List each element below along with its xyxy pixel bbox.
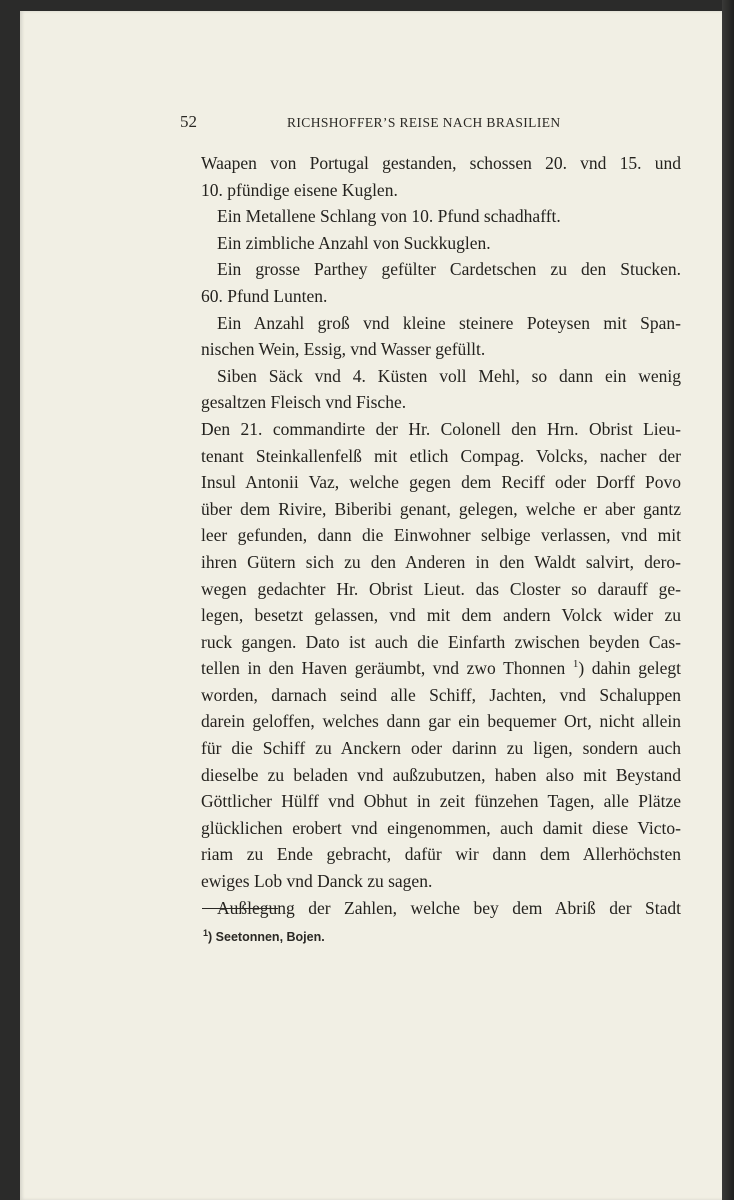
text-line: 10. pfündige eisene Kuglen.	[201, 179, 398, 200]
text-line: riam zu Ende gebracht, dafür wir dann dem Allerhöchsten	[201, 844, 681, 865]
text-line: glücklichen erobert vnd eingenommen, auch damit diese Victo-	[201, 817, 681, 838]
text-line: nischen Wein, Essig, vnd Wasser gefüllt.	[201, 339, 486, 360]
text-line: Ein grosse Parthey gefülter Cardetschen zu den Stucken.	[217, 259, 681, 280]
running-head: RICHSHOFFER’S REISE NACH BRASILIEN	[287, 115, 561, 130]
text-line: leer gefunden, dann die Einwohner selbige verlassen, vnd mit	[201, 525, 681, 546]
text-line: Außlegung der Zahlen, welche bey dem Abriß der Stadt	[217, 897, 681, 918]
footnote-marker-paren: )	[208, 930, 213, 945]
text-line-with-footnote-ref	[201, 655, 681, 682]
text-line: darein geloffen, welches dann gar ein bequemer Ort, nicht allein	[201, 711, 681, 732]
footnote-text: Seetonnen, Bojen.	[215, 930, 325, 945]
text-line: 60. Pfund Lunten.	[201, 285, 328, 306]
page-number: 52	[180, 112, 197, 131]
body-text	[201, 150, 681, 921]
text-line: gesaltzen Fleisch vnd Fische.	[201, 392, 407, 413]
text-line: Siben Säck vnd 4. Küsten voll Mehl, so dann ein wenig	[217, 365, 681, 386]
text-line: ihren Gütern sich zu den Anderen in den Waldt salvirt, dero-	[201, 551, 681, 572]
text-line: Insul Antonii Vaz, welche gegen dem Reciff oder Dorff Povo	[201, 472, 681, 493]
text-line: über dem Rivire, Biberibi genant, gelegen, welche er aber gantz	[201, 498, 681, 519]
text-line: dieselbe zu beladen vnd außzubutzen, haben also mit Beystand	[201, 764, 681, 785]
text-line: ruck gangen. Dato ist auch die Einfarth zwischen beyden Cas-	[201, 631, 681, 652]
page-edge-shadow	[722, 0, 734, 1200]
text-line: wegen gedachter Hr. Obrist Lieut. das Closter so darauff ge-	[201, 578, 681, 599]
text-line: Ein Metallene Schlang von 10. Pfund schadhafft.	[217, 206, 561, 227]
text-line: Ein zimbliche Anzahl von Suckkuglen.	[217, 232, 491, 253]
text-line: für die Schiff zu Anckern oder darinn zu ligen, sondern auch	[201, 738, 681, 759]
text-segment: ) dahin gelegt	[578, 658, 681, 679]
text-line: Den 21. commandirte der Hr. Colonell den Hrn. Obrist Lieu-	[201, 418, 681, 439]
text-line: worden, darnach seind alle Schiff, Jachten, vnd Schaluppen	[201, 684, 681, 705]
text-line: tenant Steinkallenfelß mit etlich Compag. Volcks, nacher der	[201, 445, 681, 466]
text-line: Göttlicher Hülff vnd Obhut in zeit fünzehen Tagen, alle Plätze	[201, 791, 681, 812]
footnote-marker: 1	[203, 928, 209, 938]
text-line: legen, besetzt gelassen, vnd mit dem andern Volck wider zu	[201, 605, 681, 626]
page-header	[180, 112, 680, 138]
text-line: ewiges Lob vnd Danck zu sagen.	[201, 871, 433, 892]
footnote-reference: 1	[572, 658, 579, 671]
text-segment: tellen in den Haven geräumbt, vnd zwo Thonnen	[201, 658, 566, 679]
text-line: Waapen von Portugal gestanden, schossen 20. vnd 15. und	[201, 153, 681, 173]
footnote-divider	[202, 908, 278, 909]
text-line: Ein Anzahl groß vnd kleine steinere Poteysen mit Span-	[217, 312, 681, 333]
footnote	[203, 928, 325, 944]
